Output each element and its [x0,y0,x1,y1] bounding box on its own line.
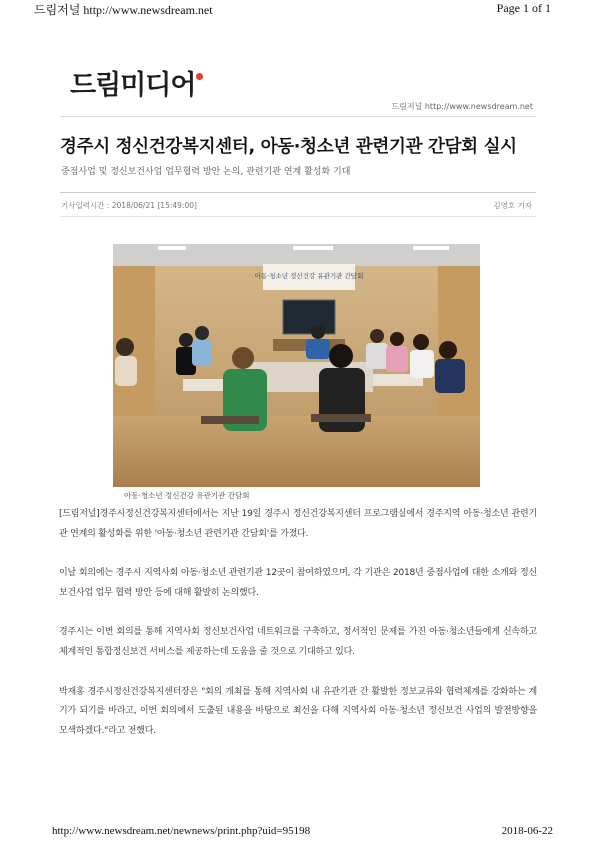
divider [60,116,536,117]
print-footer-date: 2018-06-22 [501,825,553,837]
brand-logo[interactable] [70,63,203,102]
article-paragraph: 이날 회의에는 경주시 지역사회 아동·청소년 관련기관 12곳이 참여하였으며, 각 기관은 2018년 중점사업에 대한 소개와 정신보건사업 업무 협력 방안 등에 대해 활발히 논의했다. [59,568,537,598]
print-header-page: Page 1 of 1 [496,1,551,15]
article-subtitle: 중점사업 및 정신보건사업 업무협력 방안 논의, 관련기관 연계 활성화 기대 [61,167,351,177]
article-author: 김영호 기자 [493,201,532,210]
logo-text: 드림미디어 [70,70,196,101]
article-body [59,505,537,761]
article-photo [113,244,480,487]
divider [60,216,536,217]
site-line: 드림저널 http://www.newsdream.net [391,102,533,111]
article-title: 경주시 정신건강복지센터, 아동·청소년 관련기관 간담회 실시 [60,137,517,157]
print-footer-url: http://www.newsdream.net/newnews/print.php?uid=95198 [52,825,311,837]
article-paragraph: 경주시는 이번 회의를 통해 지역사회 정신보건사업 네트워크를 구축하고, 정서적인 문제를 가진 아동·청소년들에게 신속하고 체계적인 통합정신보건 서비스를 제공하는데 도움을 줄 것으로 기대하고 있다. [59,627,537,657]
article-paragraph: [드림저널]경주시정신건강복지센터에서는 지난 19일 경주시 정신건강복지센터 프로그램실에서 경주지역 아동·청소년 관련기관 연계의 활성화를 위한 '아동·청소년 관련기관 간담회'를 가졌다. [59,509,537,539]
logo-dot-icon [196,73,203,80]
article-paragraph: 박재홍 경주시정신건강복지센터장은 "회의 개최를 통해 지역사회 내 유관기관 간 활발한 정보교류와 협력체계를 강화하는 계기가 되기를 바라고, 이번 회의에서 도출된 내용을 바탕으로 최선을 다해 지역사회 아동·청소년 정신보건 사업의 발전방향을 모색하겠다."라고 전했다. [59,686,537,736]
photo-caption: 아동·청소년 정신건강 유관기관 간담회 [124,491,250,500]
photo-banner-text: 아동·청소년 정신건강 유관기관 간담회 [254,272,364,280]
divider [60,192,536,193]
print-header-site: 드림저널 http://www.newsdream.net [34,3,213,17]
article-date: 기사입력시간 : 2018/06/21 [15:49:00] [61,201,197,210]
